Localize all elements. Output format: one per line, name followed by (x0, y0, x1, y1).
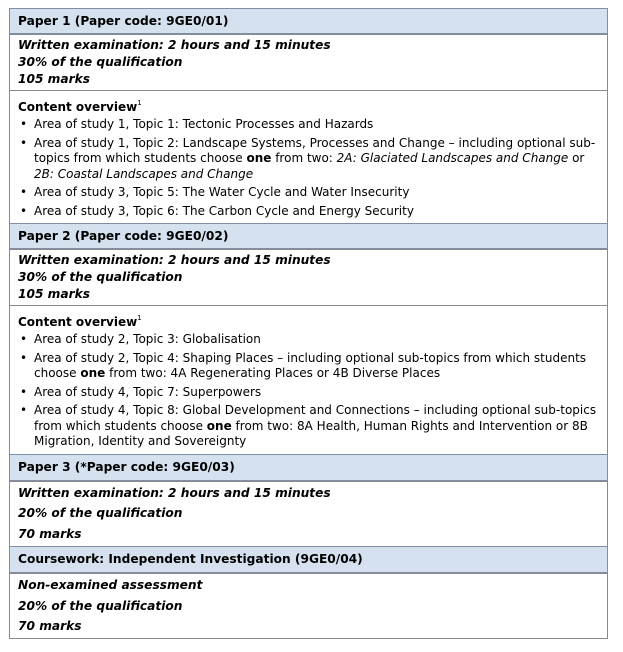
list-item: • Area of study 4, Topic 8: Global Development and Connections – including optional sub-topics from which students choose one from two: 8A Health, Human Rights and Intervention or 8B Migration, Identity and Sovereignty (18, 403, 599, 450)
paper-3-section (9, 454, 608, 546)
content-overview-heading: Content overview$^1$ (18, 99, 142, 114)
paper-2-weighting: 30% of the qualification (18, 270, 183, 284)
coursework-section (9, 546, 608, 639)
list-item: • Area of study 3, Topic 5: The Water Cycle and Water Insecurity (18, 185, 599, 201)
list-item: • Area of study 2, Topic 3: Globalisation (18, 332, 599, 348)
content-overview-heading: Content overview$^1$ (18, 314, 142, 329)
coursework-details (10, 573, 607, 638)
paper-2-exam-duration: Written examination: 2 hours and 15 minutes (18, 253, 331, 267)
list-item: • Area of study 1, Topic 2: Landscape Systems, Processes and Change – including optional sub-topics from which students choose one from two: 2A: Glaciated Landscapes and Change or 2B: Coastal Landscapes and Change (18, 136, 599, 183)
paper-2-marks: 105 marks (18, 287, 90, 301)
coursework-weighting: 20% of the qualification (18, 598, 183, 613)
paper-2-exam-details (10, 249, 607, 305)
footnote-marker: 1 (137, 99, 142, 107)
paper-2-section (9, 223, 608, 454)
list-item: • Area of study 1, Topic 1: Tectonic Processes and Hazards (18, 117, 599, 133)
paper-1-marks: 105 marks (18, 72, 90, 86)
list-item: • Area of study 2, Topic 4: Shaping Places – including optional sub-topics from which students choose one from two: 4A Regenerating Places or 4B Diverse Places (18, 351, 599, 382)
paper-1-exam-duration: Written examination: 2 hours and 15 minutes (18, 38, 331, 52)
paper-2-topic-list (18, 332, 599, 450)
paper-1-header: Paper 1 (Paper code: 9GE0/01) (9, 8, 608, 34)
paper-3-exam-duration: Written examination: 2 hours and 15 minutes (18, 485, 331, 500)
coursework-marks: 70 marks (18, 619, 82, 634)
paper-3-weighting: 20% of the qualification (18, 506, 183, 521)
list-item: • Area of study 3, Topic 6: The Carbon Cycle and Energy Security (18, 204, 599, 220)
paper-1-weighting: 30% of the qualification (18, 55, 183, 69)
paper-2-content-overview (10, 305, 607, 454)
coursework-assessment-type: Non-examined assessment (18, 577, 203, 592)
paper-2-header: Paper 2 (Paper code: 9GE0/02) (9, 223, 608, 249)
list-item: • Area of study 4, Topic 7: Superpowers (18, 385, 599, 401)
footnote-marker: 1 (137, 314, 142, 322)
paper-1-section (9, 8, 608, 223)
paper-1-topic-list (18, 117, 599, 219)
specification-assessment-overview (9, 8, 608, 639)
paper-3-exam-details (10, 481, 607, 546)
paper-3-marks: 70 marks (18, 527, 82, 542)
paper-1-exam-details (10, 34, 607, 90)
paper-3-header: Paper 3 (*Paper code: 9GE0/03) (9, 454, 608, 481)
coursework-header: Coursework: Independent Investigation (9GE0/04) (9, 546, 608, 573)
paper-1-content-overview (10, 90, 607, 223)
